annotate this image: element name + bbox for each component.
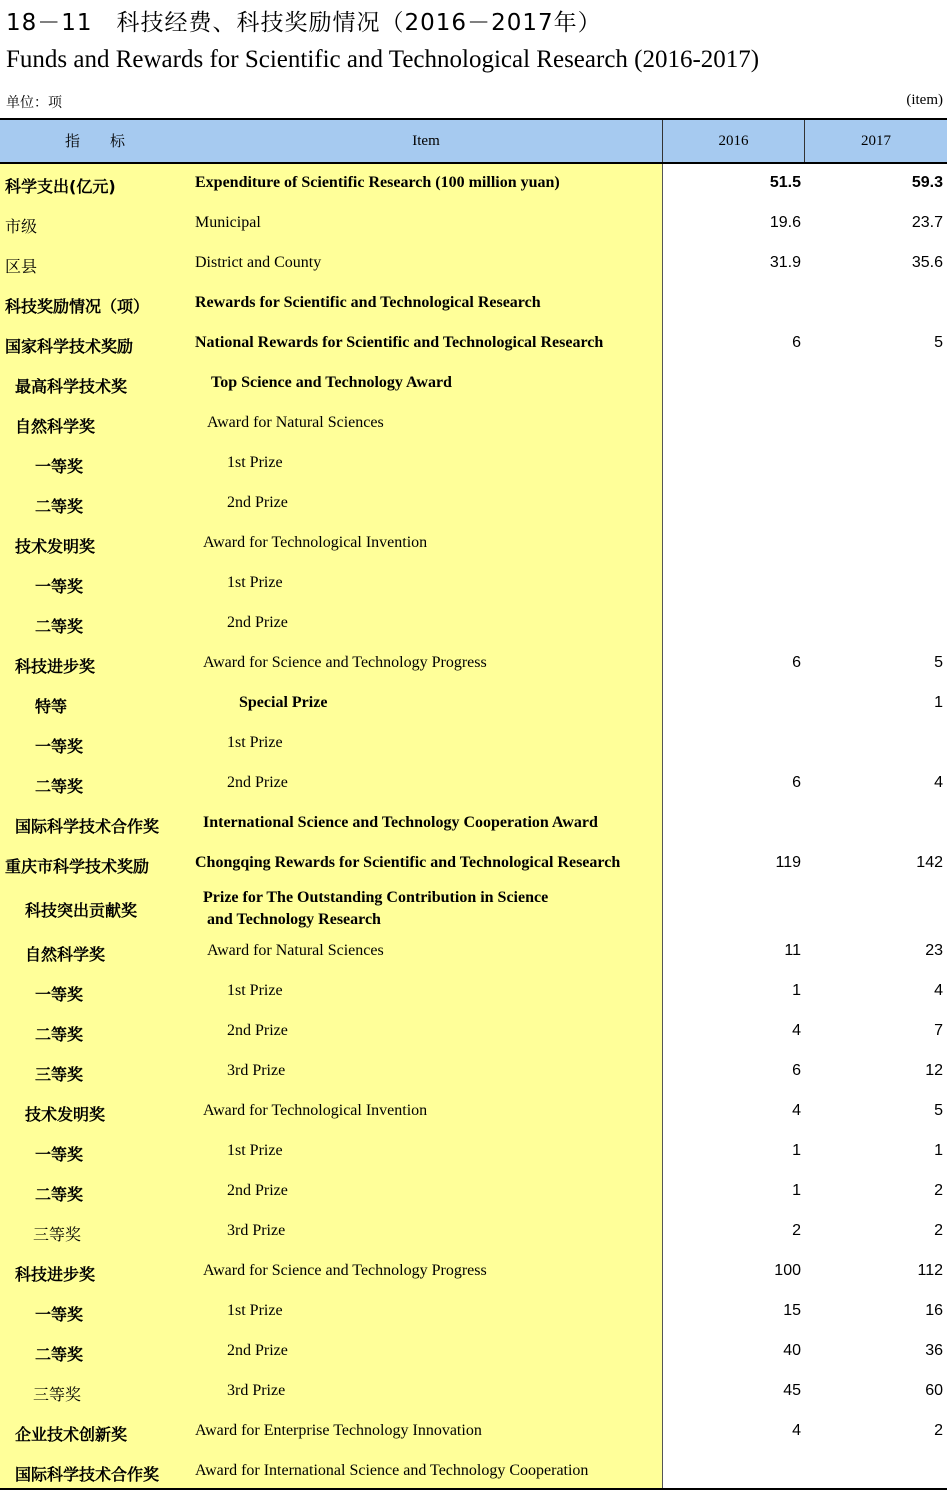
value-2017: 35.6 xyxy=(911,254,943,271)
row-label-cn: 市级 xyxy=(5,217,38,236)
row-label-en: 1st Prize xyxy=(227,1302,283,1319)
value-2016: 6 xyxy=(792,334,801,351)
row-label-en: Award for Technological Invention xyxy=(203,534,428,551)
row-label-cn: 技术发明奖 xyxy=(25,1105,106,1124)
row-label-en: Award for Natural Sciences xyxy=(207,414,384,431)
value-2016: 1 xyxy=(792,982,801,999)
value-2016: 100 xyxy=(774,1262,801,1279)
value-2016: 6 xyxy=(792,1062,801,1079)
row-label-en-line1: Prize for The Outstanding Contribution in Science xyxy=(203,889,549,906)
row-label-cn: 企业技术创新奖 xyxy=(15,1425,128,1444)
table-bottom-rule xyxy=(0,1488,947,1490)
row-label-cn: 国际科学技术合作奖 xyxy=(15,1465,160,1484)
row-label-en: 3rd Prize xyxy=(227,1062,286,1079)
row-label-cn: 一等奖 xyxy=(35,457,84,476)
header-year-2016: 2016 xyxy=(718,133,749,149)
value-2016: 6 xyxy=(792,774,801,791)
row-label-cn: 一等奖 xyxy=(35,737,84,756)
value-2017: 7 xyxy=(934,1022,943,1039)
row-label-en: Special Prize xyxy=(239,694,328,711)
row-label-cn: 二等奖 xyxy=(35,497,84,516)
unit-label-cn: 单位：项 xyxy=(6,95,62,111)
row-label-en: National Rewards for Scientific and Technological Research xyxy=(195,334,604,351)
row-label-cn: 一等奖 xyxy=(35,1305,84,1324)
row-label-cn: 科技进步奖 xyxy=(15,657,96,676)
row-label-en-line2: and Technology Research xyxy=(207,911,381,928)
row-label-cn: 三等奖 xyxy=(33,1225,82,1244)
row-label-en: Award for Technological Invention xyxy=(203,1102,428,1119)
row-label-en: 1st Prize xyxy=(227,982,283,999)
row-label-cn: 一等奖 xyxy=(35,1145,84,1164)
row-label-cn: 三等奖 xyxy=(35,1065,84,1084)
row-label-cn: 一等奖 xyxy=(35,985,84,1004)
value-2017: 112 xyxy=(917,1262,943,1279)
page-title-cn: 18－11 科技经费、科技奖励情况（2016－2017年） xyxy=(6,10,602,36)
value-2017: 5 xyxy=(934,334,943,351)
row-label-en: Expenditure of Scientific Research (100 million yuan) xyxy=(195,174,560,191)
row-label-en: Award for Enterprise Technology Innovation xyxy=(195,1422,482,1439)
row-label-cn: 科技进步奖 xyxy=(15,1265,96,1284)
row-label-en: International Science and Technology Cooperation Award xyxy=(203,814,598,831)
page-title-en: Funds and Rewards for Scientific and Technological Research (2016-2017) xyxy=(6,46,760,73)
value-2016: 11 xyxy=(784,942,801,959)
value-2016: 4 xyxy=(792,1422,801,1439)
row-label-en: 1st Prize xyxy=(227,454,283,471)
row-label-en: 1st Prize xyxy=(227,1142,283,1159)
value-2017: 60 xyxy=(925,1382,943,1399)
row-label-cn: 区县 xyxy=(5,257,38,276)
value-2017: 23.7 xyxy=(911,214,943,231)
row-label-en: Municipal xyxy=(195,214,261,231)
value-2017: 5 xyxy=(934,1102,943,1119)
row-label-en: District and County xyxy=(195,254,322,271)
row-label-cn: 二等奖 xyxy=(35,1185,84,1204)
row-label-en: Top Science and Technology Award xyxy=(211,374,452,391)
value-2017: 12 xyxy=(925,1062,943,1079)
row-label-cn: 二等奖 xyxy=(35,1025,84,1044)
value-2017: 2 xyxy=(934,1422,943,1439)
row-label-en: 2nd Prize xyxy=(227,494,288,511)
value-2017: 23 xyxy=(925,942,943,959)
row-label-cn: 技术发明奖 xyxy=(15,537,96,556)
value-2017: 4 xyxy=(934,982,943,999)
value-2017: 142 xyxy=(916,854,943,871)
value-2016: 6 xyxy=(792,654,801,671)
row-label-en: 2nd Prize xyxy=(227,774,288,791)
row-label-en: Award for Natural Sciences xyxy=(207,942,384,959)
row-label-cn: 科技奖励情况（项） xyxy=(5,297,150,316)
row-label-en: 3rd Prize xyxy=(227,1222,286,1239)
table-header xyxy=(0,120,947,162)
row-label-en: Rewards for Scientific and Technological Research xyxy=(195,294,541,311)
header-item-en: Item xyxy=(412,133,440,149)
row-label-en: 2nd Prize xyxy=(227,1182,288,1199)
row-label-cn: 自然科学奖 xyxy=(15,417,96,436)
row-label-cn: 科技突出贡献奖 xyxy=(25,901,138,920)
row-label-cn: 一等奖 xyxy=(35,577,84,596)
row-label-cn: 二等奖 xyxy=(35,617,84,636)
value-2017: 2 xyxy=(934,1222,943,1239)
row-label-en: 3rd Prize xyxy=(227,1382,286,1399)
value-2016: 31.9 xyxy=(769,254,801,271)
row-label-cn: 国家科学技术奖励 xyxy=(5,337,134,356)
header-year-2017: 2017 xyxy=(861,133,891,149)
row-label-en: 1st Prize xyxy=(227,734,283,751)
row-label-en: 2nd Prize xyxy=(227,614,288,631)
value-2017: 16 xyxy=(925,1302,943,1319)
value-2016: 19.6 xyxy=(769,214,801,231)
value-2016: 45 xyxy=(783,1382,801,1399)
value-2017: 5 xyxy=(934,654,943,671)
value-2016: 2 xyxy=(792,1222,801,1239)
value-2016: 15 xyxy=(783,1302,801,1319)
value-2016: 40 xyxy=(783,1342,801,1359)
value-2016: 119 xyxy=(775,854,801,871)
row-label-cn: 科学支出(亿元) xyxy=(5,177,116,196)
row-label-en: 2nd Prize xyxy=(227,1342,288,1359)
row-label-cn: 国际科学技术合作奖 xyxy=(15,817,160,836)
value-2017: 2 xyxy=(934,1182,943,1199)
value-2017: 1 xyxy=(934,694,943,711)
row-label-en: Chongqing Rewards for Scientific and Technological Research xyxy=(195,854,621,871)
row-label-cn: 特等 xyxy=(35,697,68,716)
row-label-cn: 自然科学奖 xyxy=(25,945,106,964)
row-label-en xyxy=(203,887,548,931)
row-label-cn: 重庆市科学技术奖励 xyxy=(5,857,150,876)
header-indicator-cn: 指 标 xyxy=(64,132,125,150)
value-2017: 4 xyxy=(934,774,943,791)
row-label-en: Award for International Science and Technology Cooperation xyxy=(195,1462,589,1479)
row-label-cn: 三等奖 xyxy=(33,1385,82,1404)
value-2017: 1 xyxy=(934,1142,943,1159)
row-label-cn: 二等奖 xyxy=(35,1345,84,1364)
column-divider xyxy=(662,164,663,1488)
value-2016: 4 xyxy=(792,1022,801,1039)
value-2017: 59.3 xyxy=(911,174,943,191)
row-label-cn: 二等奖 xyxy=(35,777,84,796)
value-2016: 4 xyxy=(792,1102,801,1119)
value-2016: 1 xyxy=(792,1142,801,1159)
row-label-en: Award for Science and Technology Progress xyxy=(203,1262,487,1279)
value-2017: 36 xyxy=(925,1342,943,1359)
unit-label-en: (item) xyxy=(906,92,943,108)
row-label-en: 2nd Prize xyxy=(227,1022,288,1039)
row-label-en: Award for Science and Technology Progress xyxy=(203,654,487,671)
row-label-cn: 最高科学技术奖 xyxy=(15,377,128,396)
value-2016: 1 xyxy=(792,1182,801,1199)
row-label-en: 1st Prize xyxy=(227,574,283,591)
value-2016: 51.5 xyxy=(769,174,801,191)
